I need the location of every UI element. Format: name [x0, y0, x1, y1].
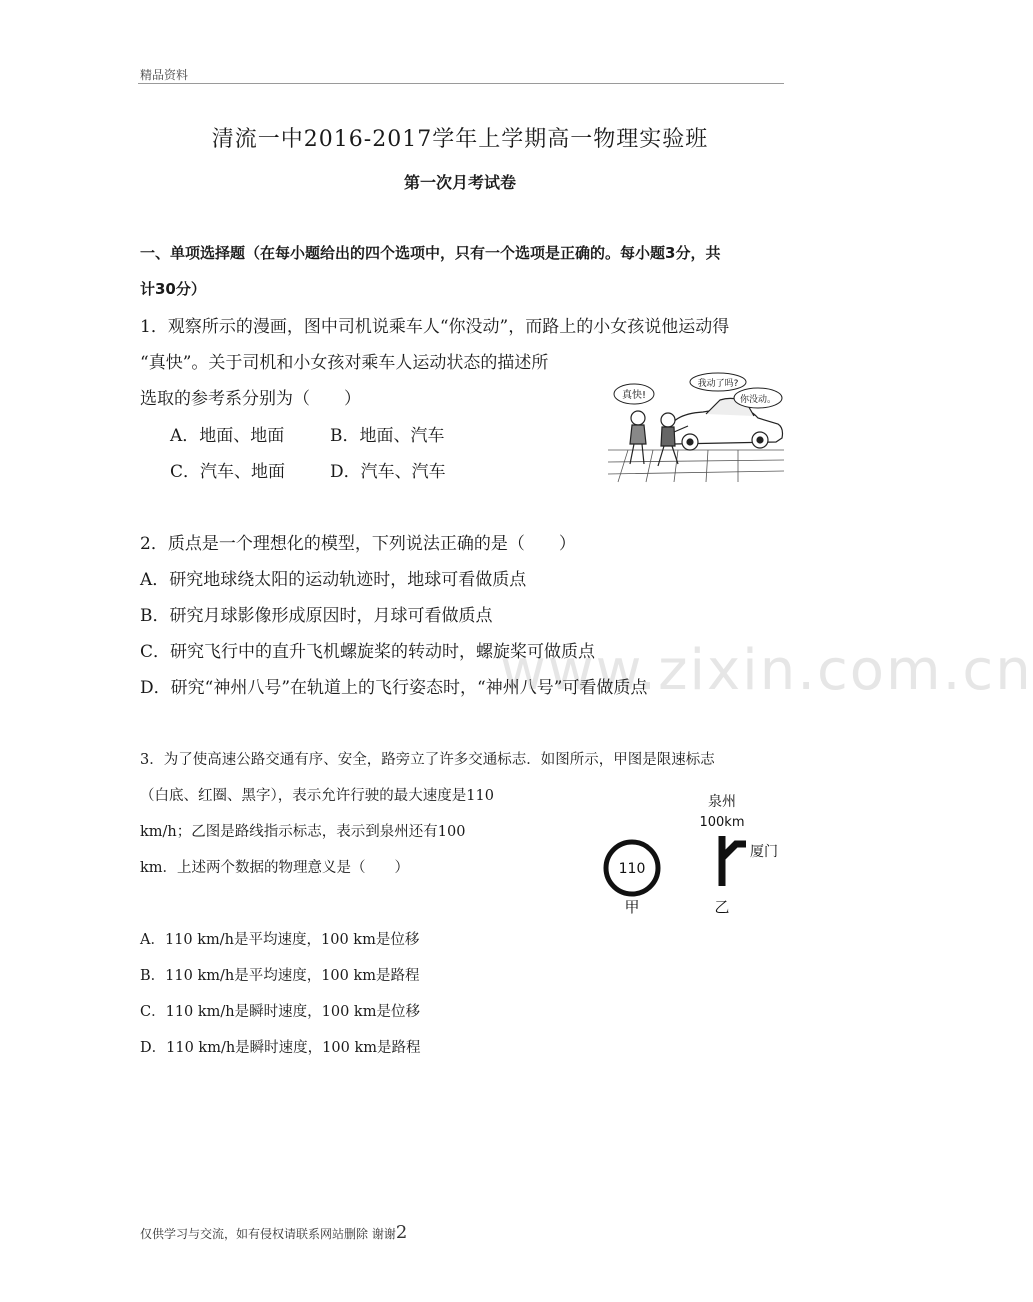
- section-heading-line1: 一、单项选择题（在每小题给出的四个选项中，只有一个选项是正确的。每小题3分，共: [140, 244, 721, 262]
- q1-bubble-girl: 真快!: [621, 390, 647, 401]
- q2-stem: 2．质点是一个理想化的模型，下列说法正确的是（ ）: [140, 534, 576, 554]
- q3-option-c: C．110 km/h是瞬时速度，100 km是位移: [140, 1004, 420, 1020]
- watermark: www.zixin.com.cn: [500, 638, 1033, 703]
- q3-option-d: D．110 km/h是瞬时速度，100 km是路程: [140, 1040, 421, 1056]
- q3-stem-line3: km/h；乙图是路线指示标志，表示到泉州还有100: [140, 824, 466, 840]
- page-subtitle: 第一次月考试卷: [403, 173, 516, 192]
- route-arrow-icon: [722, 836, 746, 886]
- q1-option-d: D．汽车、汽车: [330, 462, 446, 482]
- q1-option-b: B．地面、汽车: [330, 426, 445, 446]
- q1-cartoon-image: [608, 372, 784, 482]
- q1-stem-line2: “真快”。关于司机和小女孩对乘车人运动状态的描述所: [140, 353, 549, 373]
- header-label: 精品资料: [140, 68, 189, 82]
- q2-option-d: D．研究“神州八号”在轨道上的飞行姿态时，“神州八号”可看做质点: [140, 678, 648, 698]
- route-distance: 100km: [699, 815, 745, 830]
- q1-stem-line1: 1．观察所示的漫画，图中司机说乘车人“你没动”，而路上的小女孩说他运动得: [140, 317, 730, 337]
- q3-option-a: A．110 km/h是平均速度，100 km是位移: [140, 932, 420, 948]
- q3-stem-line2: （白底、红圈、黑字），表示允许行驶的最大速度是110: [140, 788, 494, 804]
- footer: [140, 1222, 407, 1243]
- footer-text: 仅供学习与交流，如有侵权请联系网站删除 谢谢: [140, 1227, 396, 1241]
- speed-limit-value: 110: [618, 861, 646, 877]
- q1-bubble-driver: 你没动。: [739, 395, 777, 405]
- q1-option-a: A．地面、地面: [170, 426, 285, 446]
- label-yi: 乙: [714, 898, 730, 916]
- page-title: 清流一中2016-2017学年上学期高一物理实验班: [211, 127, 709, 152]
- q1-stem-line3: 选取的参考系分别为（ ）: [140, 389, 361, 409]
- q1-option-c: C．汽车、地面: [170, 462, 286, 482]
- header-rule: [138, 83, 784, 84]
- q2-option-c: C．研究飞行中的直升飞机螺旋桨的转动时，螺旋桨可做质点: [140, 642, 596, 662]
- q1-bubble-passenger: 我动了吗?: [697, 379, 739, 389]
- q2-option-a: A．研究地球绕太阳的运动轨迹时，地球可看做质点: [140, 570, 527, 590]
- section-heading-line2: 计30分）: [140, 280, 206, 298]
- q3-option-b: B．110 km/h是平均速度，100 km是路程: [140, 968, 420, 984]
- page-number: 2: [395, 1222, 408, 1243]
- q3-traffic-signs-figure: [596, 786, 790, 918]
- q2-option-b: B．研究月球影像形成原因时，月球可看做质点: [140, 606, 493, 626]
- route-city-right: 厦门: [750, 844, 778, 860]
- route-city-top: 泉州: [708, 794, 736, 810]
- q3-stem-line4: km．上述两个数据的物理意义是（ ）: [140, 860, 410, 876]
- q3-stem-line1: 3．为了使高速公路交通有序、安全，路旁立了许多交通标志．如图所示，甲图是限速标志: [140, 752, 715, 768]
- label-jia: 甲: [624, 898, 640, 916]
